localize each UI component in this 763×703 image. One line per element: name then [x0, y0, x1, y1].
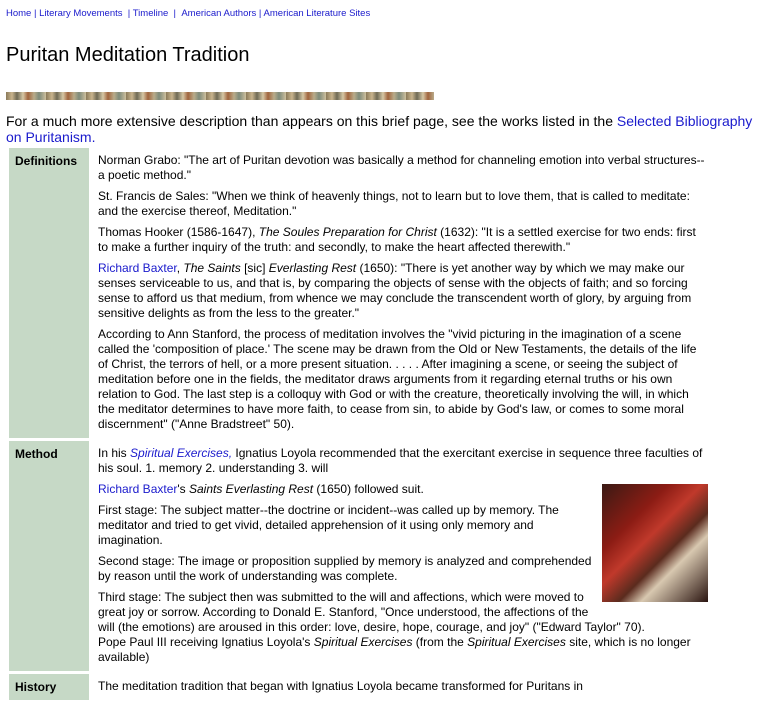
nav-home[interactable]: Home	[6, 8, 32, 19]
paragraph: Richard Baxter's Saints Everlasting Rest (1650) followed suit.	[98, 482, 424, 496]
history-content	[92, 674, 714, 700]
paragraph: Second stage: The image or proposition supplied by memory is analyzed and comprehended by reason until the work of understanding was complete.	[98, 554, 592, 583]
table-row	[9, 148, 714, 438]
intro-sentence: For a much more extensive description than appears on this brief page, see the works listed in the	[6, 113, 617, 129]
method-content	[92, 441, 714, 671]
row-label: History	[9, 674, 89, 700]
nav-timeline[interactable]: Timeline	[132, 8, 169, 19]
pope-paul-painting-image	[602, 484, 708, 602]
nav-american-authors[interactable]: American Authors	[181, 8, 257, 19]
paragraph: Richard Baxter, The Saints [sic] Everlasting Rest (1650): "There is yet another way by which we may make our senses serviceable to us, and that is, by comparing the objects of sense with the objects of faith; and so forcing sense to afford us that medium, from whence we may conclude the transcendent worth of glory, by arguing from sensitive delights as from the less to the greater."	[98, 261, 692, 320]
table-row	[9, 674, 714, 700]
paragraph: The meditation tradition that began with Ignatius Loyola became transformed for Puritans in	[98, 679, 583, 693]
nav-literary-movements[interactable]: Literary Movements	[39, 8, 123, 19]
page-title: Puritan Meditation Tradition	[6, 44, 250, 66]
image-caption: Pope Paul III receiving Ignatius Loyola's Spiritual Exercises (from the Spiritual Exercises site, which is no longer available)	[98, 635, 691, 664]
content-table	[6, 145, 717, 703]
bibliography-link[interactable]: Selected Bibliography on Puritanism.	[6, 113, 753, 145]
paragraph: In his Spiritual Exercises, Ignatius Loyola recommended that the exercitant exercise in sequence three faculties of his soul. 1. memory 2. understanding 3. will	[98, 446, 703, 475]
paragraph: Third stage: The subject then was submitted to the will and affections, which were moved to great joy or sorrow. According to Donald E. Stanford, "Once understood, the affections of the will (the emotions) are aroused in this order: love, desire, hope, courage, and joy" ("Edward Taylor" 70).	[98, 590, 645, 634]
paragraph: According to Ann Stanford, the process of meditation involves the "vivid picturing in the imagination of a scene called the 'composition of place.' The scene may be drawn from the Old or New Testaments, the details of the life of Christ, the terrors of hell, or a more present situation. . . . . After imagining a scene, or seeing the subject of meditation before one in the fields, the meditator draws arguments from it regarding eternal truths or his own relation to God. The last step is a colloquy with God or with the creature, theoretically involving the will, in which the meditator determines to have more faith, to cease from sin, to abide by God's law, or comes to some moral discernment" ("Anne Bradstreet" 50).	[98, 327, 697, 431]
row-label: Method	[9, 441, 89, 671]
definitions-content	[92, 148, 714, 438]
paragraph: St. Francis de Sales: "When we think of heavenly things, not to learn but to love them, that is called to meditate: and the exercise thereof, Meditation."	[98, 189, 690, 218]
spiritual-exercises-link[interactable]: Spiritual Exercises,	[130, 446, 233, 460]
row-label: Definitions	[9, 148, 89, 438]
richard-baxter-link[interactable]: Richard Baxter	[98, 482, 178, 496]
top-nav: Home | Literary Movements | Timeline | American Authors | American Literature Sites	[6, 8, 371, 19]
intro-text	[6, 113, 757, 145]
nav-american-literature-sites[interactable]: American Literature Sites	[263, 8, 371, 19]
paragraph: Thomas Hooker (1586-1647), The Soules Preparation for Christ (1632): "It is a settled exercise for two ends: first to make a further inquiry of the truth: and secondly, to make the heart affected therewith."	[98, 225, 696, 254]
paragraph: First stage: The subject matter--the doctrine or incident--was called up by memory. The meditator and tried to get vivid, detailed apprehension of it using only memory and imagination.	[98, 503, 559, 547]
decorative-banner	[6, 92, 434, 100]
table-row	[9, 441, 714, 671]
richard-baxter-link[interactable]: Richard Baxter	[98, 261, 177, 275]
paragraph: Norman Grabo: "The art of Puritan devotion was basically a method for channeling emotion into verbal structures--a poetic method."	[98, 153, 705, 182]
